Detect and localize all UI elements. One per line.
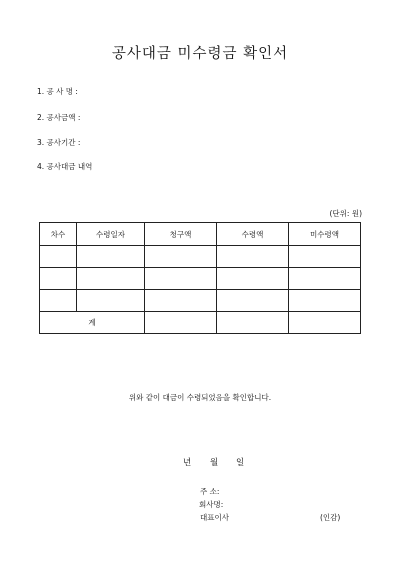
header-receipt-date: 수령일자 xyxy=(77,223,145,246)
project-name-label: 1. 공 사 명 : xyxy=(37,87,78,96)
payment-details-label: 4. 공사대금 내역 xyxy=(37,162,93,171)
date-year-label: 년 xyxy=(183,458,192,468)
payment-table xyxy=(39,222,361,334)
date-day-label: 일 xyxy=(236,458,245,468)
contract-amount-label: 2. 공사금액 : xyxy=(37,113,81,122)
header-round: 차수 xyxy=(40,223,77,246)
header-claimed-amount: 청구액 xyxy=(145,223,217,246)
header-received-amount: 수령액 xyxy=(217,223,289,246)
date-month-label: 월 xyxy=(210,458,219,468)
table-header-row xyxy=(40,223,361,246)
table-row xyxy=(40,246,361,268)
table-row xyxy=(40,290,361,312)
header-unreceived-amount: 미수령액 xyxy=(289,223,361,246)
seal-label: (인감) xyxy=(320,513,341,522)
company-name-label: 회사명: xyxy=(199,500,224,509)
confirmation-statement: 위와 같이 대금이 수령되었음을 확인합니다. xyxy=(128,393,272,402)
address-label: 주 소: xyxy=(200,487,220,496)
unit-note: (단위: 원) xyxy=(329,209,362,218)
table-row xyxy=(40,268,361,290)
representative-label: 대표이사 xyxy=(200,513,229,522)
document-title: 공사대금 미수령금 확인서 xyxy=(111,46,289,62)
project-period-label: 3. 공사기간 : xyxy=(37,138,81,147)
table-total-row xyxy=(40,312,361,334)
total-label: 계 xyxy=(40,312,145,334)
